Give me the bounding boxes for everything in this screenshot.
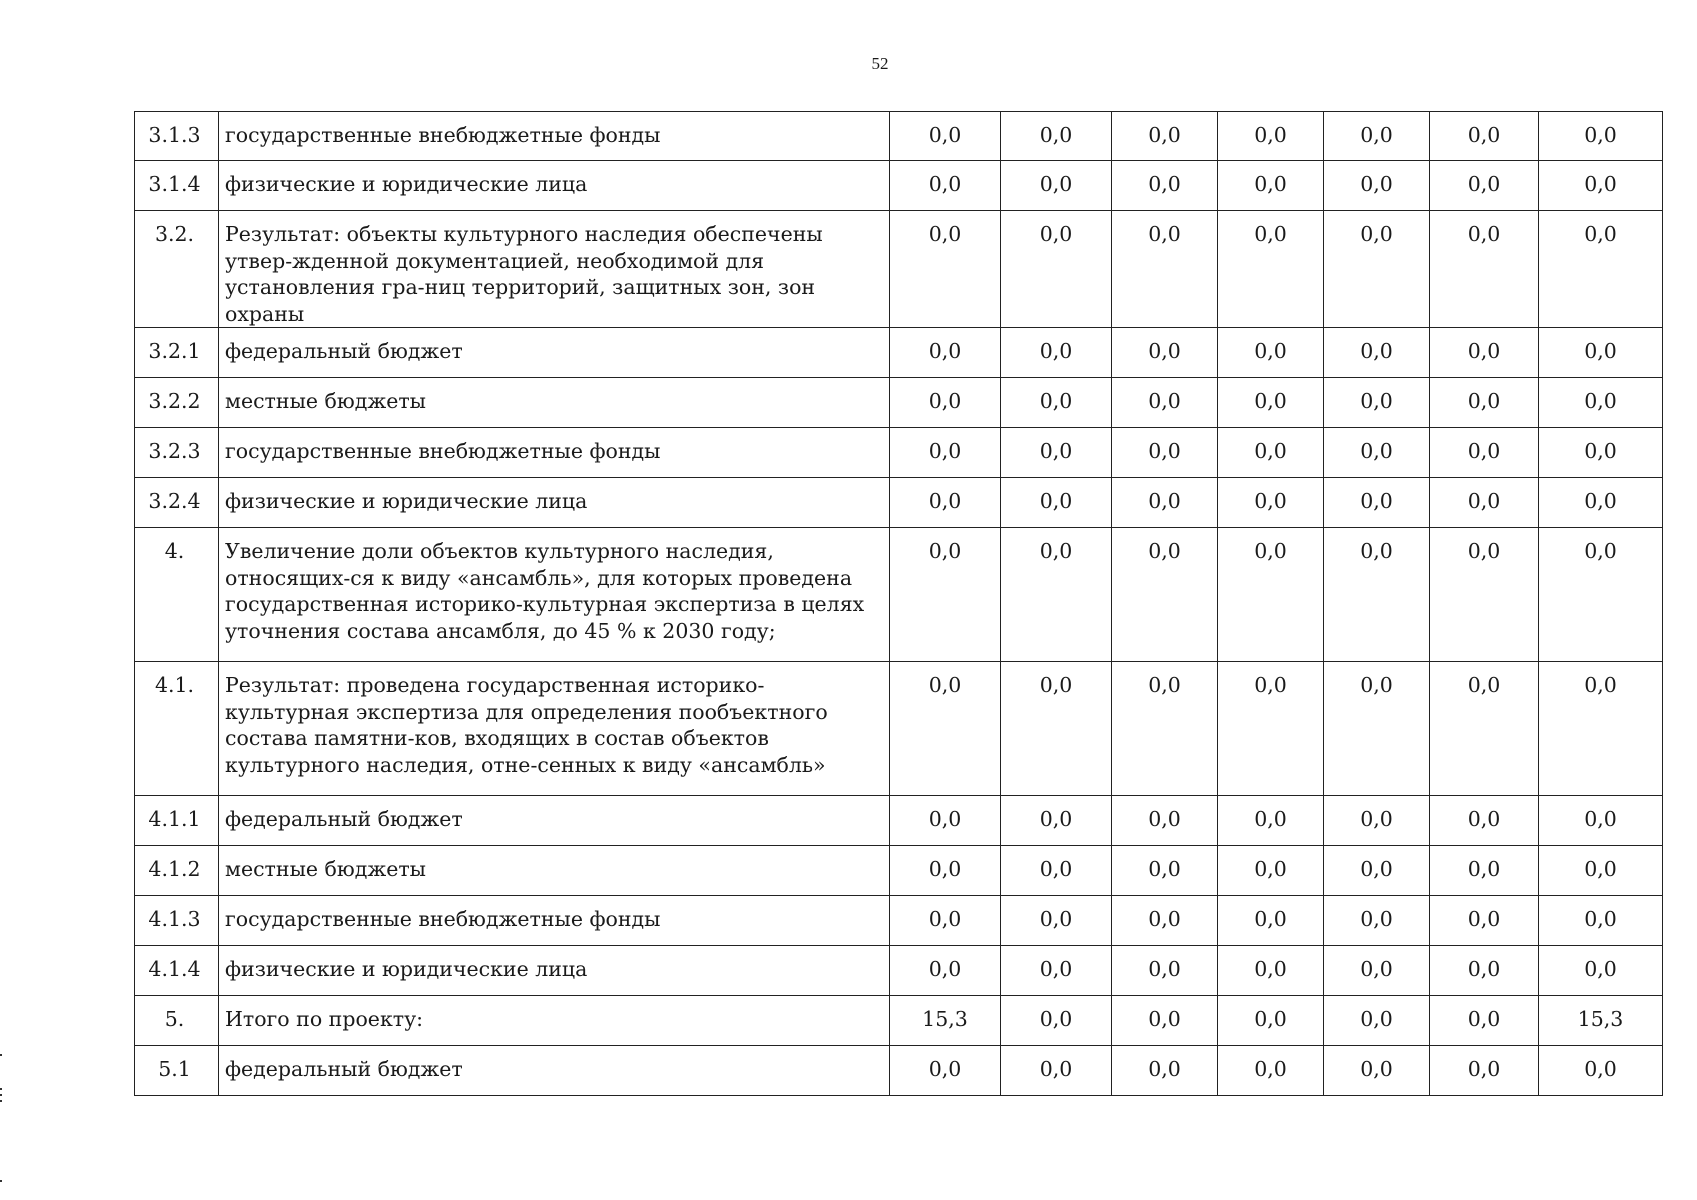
value-cell: 0,0: [1218, 796, 1324, 846]
value-cell: 15,3: [890, 996, 1001, 1046]
row-number: 3.2.2: [135, 378, 219, 428]
value-cell: 0,0: [1112, 1046, 1218, 1096]
value-cell: 0,0: [1430, 796, 1539, 846]
value-cell: 0,0: [1001, 478, 1112, 528]
row-label: Итого по проекту:: [219, 996, 890, 1046]
value-cell: 0,0: [1324, 328, 1430, 378]
value-cell: 0,0: [1218, 161, 1324, 211]
table-row: [135, 112, 1663, 161]
value-cell: 0,0: [1430, 378, 1539, 428]
value-cell: 0,0: [1112, 428, 1218, 478]
value-cell: 0,0: [1112, 161, 1218, 211]
value-cell: 0,0: [1539, 846, 1663, 896]
value-cell: 0,0: [1539, 528, 1663, 662]
value-cell: 0,0: [1430, 896, 1539, 946]
value-cell: 0,0: [1112, 662, 1218, 796]
value-cell: 0,0: [1430, 528, 1539, 662]
table-row: [135, 478, 1663, 528]
row-label: местные бюджеты: [219, 378, 890, 428]
value-cell: 0,0: [1001, 946, 1112, 996]
value-cell: 0,0: [1112, 211, 1218, 328]
row-label: федеральный бюджет: [219, 328, 890, 378]
value-cell: 0,0: [1539, 161, 1663, 211]
table-row: [135, 428, 1663, 478]
value-cell: 0,0: [1112, 846, 1218, 896]
value-cell: 0,0: [890, 662, 1001, 796]
value-cell: 0,0: [890, 896, 1001, 946]
value-cell: 0,0: [890, 478, 1001, 528]
value-cell: 0,0: [1324, 896, 1430, 946]
value-cell: 0,0: [1112, 378, 1218, 428]
value-cell: 0,0: [1324, 478, 1430, 528]
value-cell: 0,0: [1430, 328, 1539, 378]
row-number: 3.2.3: [135, 428, 219, 478]
value-cell: 0,0: [1218, 946, 1324, 996]
value-cell: 0,0: [1112, 946, 1218, 996]
value-cell: 0,0: [890, 796, 1001, 846]
value-cell: 0,0: [1218, 328, 1324, 378]
row-number: 3.1.3: [135, 112, 219, 161]
value-cell: 0,0: [1112, 478, 1218, 528]
table-row: [135, 662, 1663, 796]
value-cell: 0,0: [1218, 478, 1324, 528]
value-cell: 0,0: [1112, 112, 1218, 161]
table-row: [135, 796, 1663, 846]
value-cell: 0,0: [1001, 112, 1112, 161]
row-number: 3.2.1: [135, 328, 219, 378]
value-cell: 0,0: [1430, 846, 1539, 896]
row-label: Результат: объекты культурного наследия обеспечены утвер-жденной документацией, необходимой для установления гра-ниц территорий, защитных зон, зон охраны: [219, 211, 890, 328]
table-row: [135, 161, 1663, 211]
value-cell: 0,0: [1001, 1046, 1112, 1096]
row-label: федеральный бюджет: [219, 796, 890, 846]
value-cell: 0,0: [1539, 328, 1663, 378]
value-cell: 0,0: [1430, 662, 1539, 796]
row-number: 4.1.3: [135, 896, 219, 946]
value-cell: 0,0: [1324, 1046, 1430, 1096]
value-cell: 0,0: [1218, 896, 1324, 946]
value-cell: 0,0: [1430, 161, 1539, 211]
row-label: государственные внебюджетные фонды: [219, 428, 890, 478]
row-label: местные бюджеты: [219, 846, 890, 896]
value-cell: 0,0: [890, 946, 1001, 996]
value-cell: 0,0: [1539, 112, 1663, 161]
value-cell: 0,0: [1001, 378, 1112, 428]
value-cell: 0,0: [1001, 428, 1112, 478]
value-cell: 0,0: [1430, 1046, 1539, 1096]
row-label: физические и юридические лица: [219, 478, 890, 528]
row-label: Результат: проведена государственная историко-культурная экспертиза для определения пообъектного состава памятни-ков, входящих в состав объектов культурного наследия, отне-сенных к виду «ансамбль»: [219, 662, 890, 796]
value-cell: 0,0: [890, 328, 1001, 378]
row-number: 4.1.2: [135, 846, 219, 896]
value-cell: 0,0: [1324, 112, 1430, 161]
value-cell: 0,0: [1430, 428, 1539, 478]
value-cell: 0,0: [890, 378, 1001, 428]
value-cell: 0,0: [1539, 946, 1663, 996]
value-cell: 0,0: [1112, 328, 1218, 378]
value-cell: 0,0: [1218, 211, 1324, 328]
value-cell: 0,0: [1218, 528, 1324, 662]
row-number: 4.1.4: [135, 946, 219, 996]
value-cell: 0,0: [1539, 1046, 1663, 1096]
value-cell: 0,0: [890, 528, 1001, 662]
table-row: [135, 1046, 1663, 1096]
value-cell: 0,0: [1324, 211, 1430, 328]
value-cell: 0,0: [1001, 896, 1112, 946]
value-cell: 0,0: [1112, 528, 1218, 662]
value-cell: 0,0: [1324, 796, 1430, 846]
value-cell: 0,0: [1539, 378, 1663, 428]
value-cell: 0,0: [1112, 996, 1218, 1046]
value-cell: 0,0: [890, 112, 1001, 161]
value-cell: 15,3: [1539, 996, 1663, 1046]
page-number: 52: [871, 54, 889, 73]
value-cell: 0,0: [1324, 946, 1430, 996]
value-cell: 0,0: [1001, 528, 1112, 662]
value-cell: 0,0: [1539, 428, 1663, 478]
table-row: [135, 846, 1663, 896]
value-cell: 0,0: [1539, 211, 1663, 328]
value-cell: 0,0: [1218, 1046, 1324, 1096]
row-number: 5.1: [135, 1046, 219, 1096]
table-row: [135, 896, 1663, 946]
row-number: 4.1.1: [135, 796, 219, 846]
table-body: [135, 112, 1663, 1096]
row-number: 3.2.: [135, 211, 219, 328]
value-cell: 0,0: [1539, 796, 1663, 846]
value-cell: 0,0: [1112, 796, 1218, 846]
value-cell: 0,0: [890, 211, 1001, 328]
value-cell: 0,0: [890, 161, 1001, 211]
table-row: [135, 211, 1663, 328]
row-label: физические и юридические лица: [219, 946, 890, 996]
value-cell: 0,0: [1324, 662, 1430, 796]
row-label: Увеличение доли объектов культурного наследия, относящих-ся к виду «ансамбль», для которых проведена государственная историко-культурная экспертиза в целях уточнения состава ансамбля, до 45 % к 2030 году;: [219, 528, 890, 662]
value-cell: 0,0: [1001, 846, 1112, 896]
value-cell: 0,0: [1324, 378, 1430, 428]
row-number: 3.1.4: [135, 161, 219, 211]
value-cell: 0,0: [1324, 428, 1430, 478]
table-row: [135, 946, 1663, 996]
row-label: федеральный бюджет: [219, 1046, 890, 1096]
value-cell: 0,0: [1324, 528, 1430, 662]
table-row: [135, 378, 1663, 428]
row-number: 3.2.4: [135, 478, 219, 528]
value-cell: 0,0: [1430, 112, 1539, 161]
row-number: 5.: [135, 996, 219, 1046]
value-cell: 0,0: [1218, 996, 1324, 1046]
value-cell: 0,0: [1001, 328, 1112, 378]
row-label: физические и юридические лица: [219, 161, 890, 211]
value-cell: 0,0: [1001, 662, 1112, 796]
value-cell: 0,0: [1430, 996, 1539, 1046]
value-cell: 0,0: [890, 1046, 1001, 1096]
value-cell: 0,0: [1001, 796, 1112, 846]
row-label: государственные внебюджетные фонды: [219, 112, 890, 161]
value-cell: 0,0: [1112, 896, 1218, 946]
row-number: 4.1.: [135, 662, 219, 796]
value-cell: 0,0: [1001, 996, 1112, 1046]
value-cell: 0,0: [1001, 161, 1112, 211]
value-cell: 0,0: [1001, 211, 1112, 328]
table-row: [135, 996, 1663, 1046]
value-cell: 0,0: [1539, 896, 1663, 946]
value-cell: 0,0: [1430, 211, 1539, 328]
table-row: [135, 328, 1663, 378]
value-cell: 0,0: [1218, 428, 1324, 478]
value-cell: 0,0: [1218, 662, 1324, 796]
value-cell: 0,0: [890, 428, 1001, 478]
value-cell: 0,0: [1430, 478, 1539, 528]
table-row: [135, 528, 1663, 662]
value-cell: 0,0: [1218, 378, 1324, 428]
value-cell: 0,0: [1539, 662, 1663, 796]
value-cell: 0,0: [1324, 161, 1430, 211]
value-cell: 0,0: [1324, 846, 1430, 896]
row-number: 4.: [135, 528, 219, 662]
margin-marks: [0, 1050, 4, 1190]
value-cell: 0,0: [890, 846, 1001, 896]
value-cell: 0,0: [1539, 478, 1663, 528]
value-cell: 0,0: [1218, 112, 1324, 161]
budget-table: [134, 111, 1663, 1096]
value-cell: 0,0: [1324, 996, 1430, 1046]
value-cell: 0,0: [1218, 846, 1324, 896]
row-label: государственные внебюджетные фонды: [219, 896, 890, 946]
value-cell: 0,0: [1430, 946, 1539, 996]
